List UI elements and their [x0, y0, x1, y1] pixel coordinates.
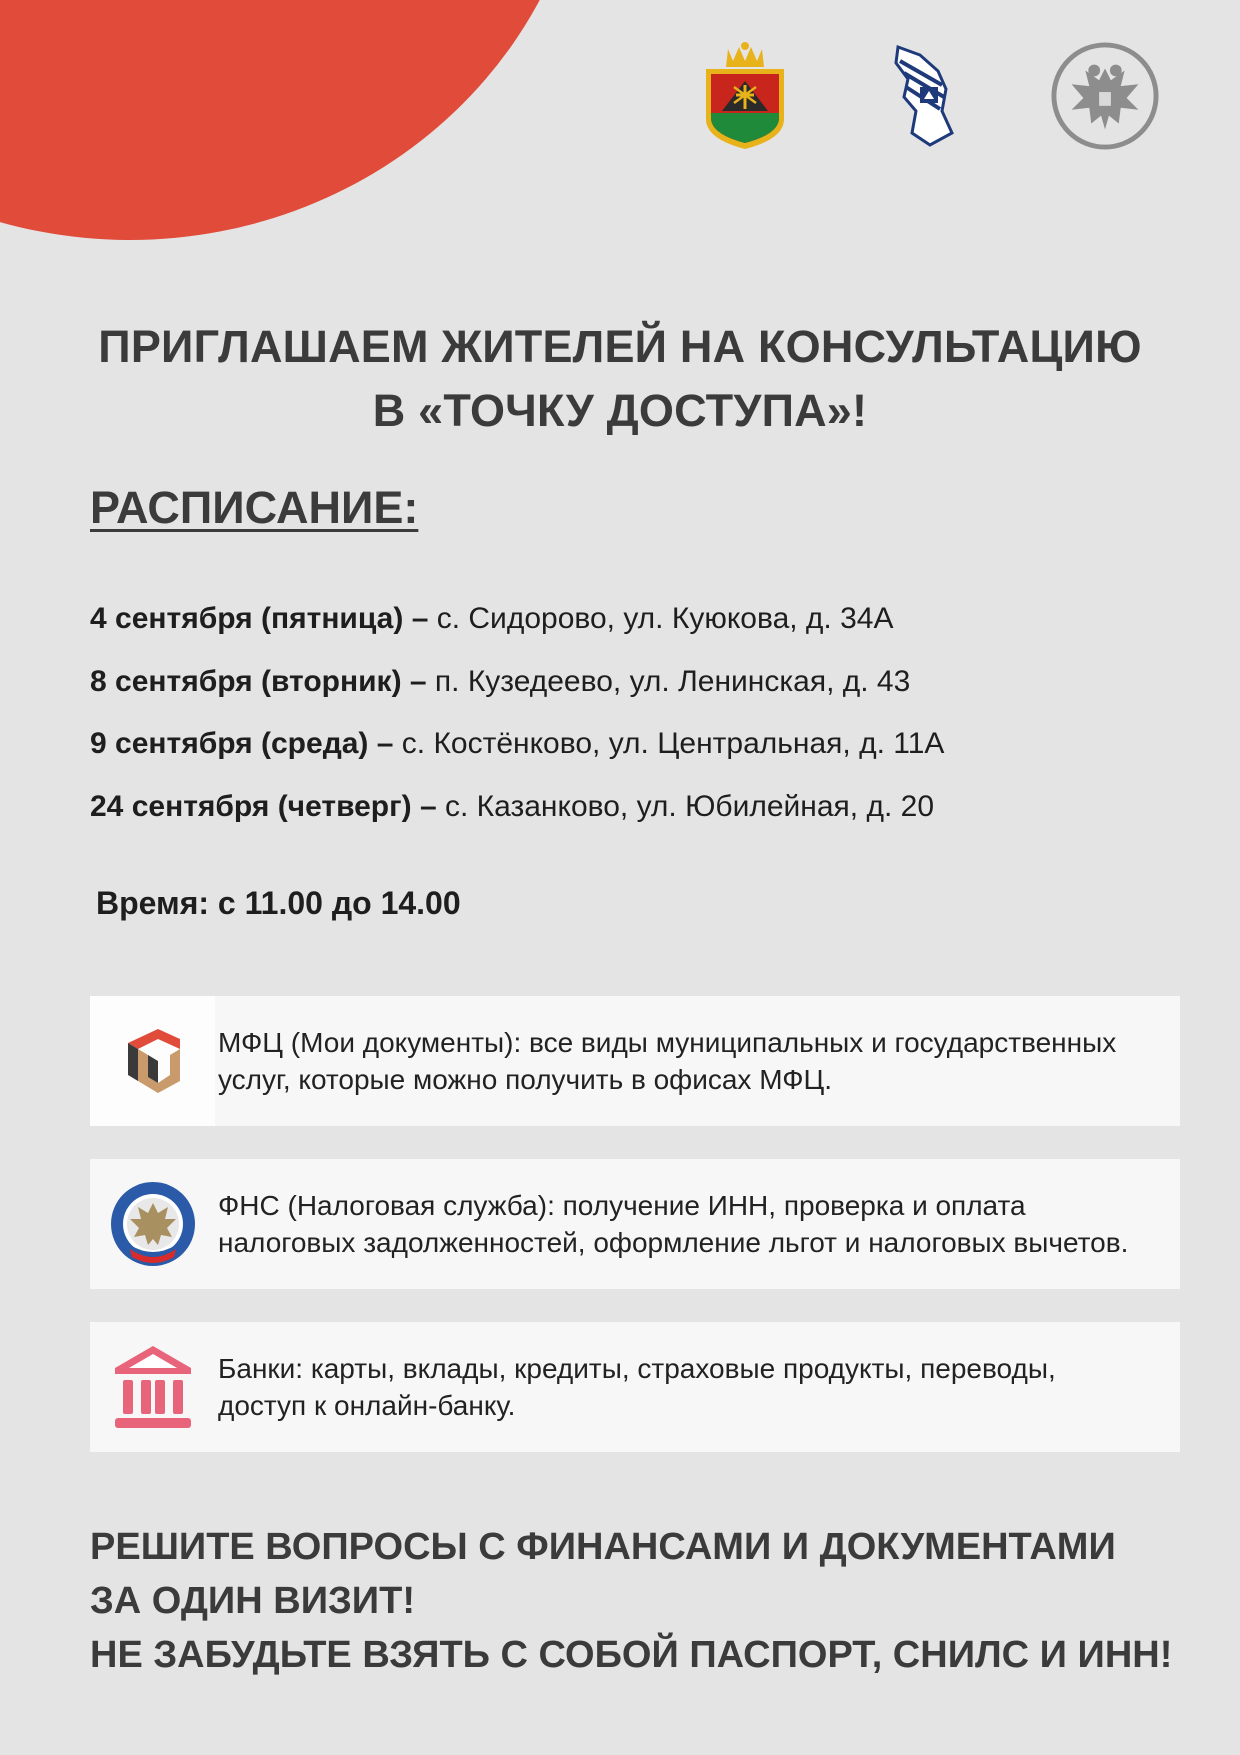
invitation-headline — [0, 315, 1240, 443]
service-text-mfc: МФЦ (Мои документы): все виды муниципальных и государственных услуг, которые можно получить в офисах МФЦ. — [218, 1027, 1117, 1095]
footer-call-to-action — [90, 1520, 1172, 1682]
headline-line-2: В «ТОЧКУ ДОСТУПА»! — [372, 385, 868, 436]
header-logos — [690, 40, 1160, 152]
bank-building-icon — [90, 1322, 215, 1452]
schedule-title: РАСПИСАНИЕ: — [90, 482, 419, 533]
schedule-date: 24 сентября (четверг) – — [90, 789, 437, 823]
footer-line-1: РЕШИТЕ ВОПРОСЫ С ФИНАНСАМИ И ДОКУМЕНТАМИ — [90, 1526, 1116, 1568]
bank-of-russia-eagle-icon — [1050, 40, 1160, 152]
schedule-place: с. Костёнково, ул. Центральная, д. 11А — [393, 727, 945, 760]
schedule-row — [90, 776, 944, 839]
schedule-row — [90, 651, 944, 714]
service-card-fns — [90, 1159, 1180, 1289]
service-text-banks: Банки: карты, вклады, кредиты, страховые продукты, переводы, доступ к онлайн-банку. — [218, 1353, 1056, 1421]
schedule-date: 4 сентября (пятница) – — [90, 602, 429, 635]
schedule-row — [90, 588, 944, 651]
service-card-mfc — [90, 996, 1180, 1126]
schedule-place: п. Кузедеево, ул. Ленинская, д. 43 — [426, 664, 911, 698]
headline-line-1: ПРИГЛАШАЕМ ЖИТЕЛЕЙ НА КОНСУЛЬТАЦИЮ — [98, 321, 1142, 372]
service-text-fns: ФНС (Налоговая служба): получение ИНН, проверка и оплата налоговых задолженностей, оформление льгот и налоговых вычетов. — [218, 1190, 1129, 1258]
schedule-date: 8 сентября (вторник) – — [90, 664, 427, 698]
schedule-place: с. Казанково, ул. Юбилейная, д. 20 — [436, 789, 934, 823]
mfc-logo-icon — [90, 996, 215, 1126]
schedule-row — [90, 713, 944, 776]
service-card-banks — [90, 1322, 1180, 1452]
consultation-time: Время: с 11.00 до 14.00 — [96, 885, 461, 921]
footer-line-3: НЕ ЗАБУДЬТЕ ВЗЯТЬ С СОБОЙ ПАСПОРТ, СНИЛС И ИНН! — [90, 1634, 1173, 1676]
footer-line-2: ЗА ОДИН ВИЗИТ! — [90, 1580, 415, 1622]
fns-emblem-icon — [90, 1159, 215, 1289]
schedule-place: с. Сидорово, ул. Куюкова, д. 34А — [428, 602, 894, 635]
kuzbass-region-icon — [870, 40, 980, 152]
schedule-date: 9 сентября (среда) – — [90, 727, 394, 760]
schedule-list — [90, 588, 944, 838]
decorative-red-circle — [0, 0, 590, 240]
kemerovo-coat-of-arms-icon — [690, 40, 800, 152]
